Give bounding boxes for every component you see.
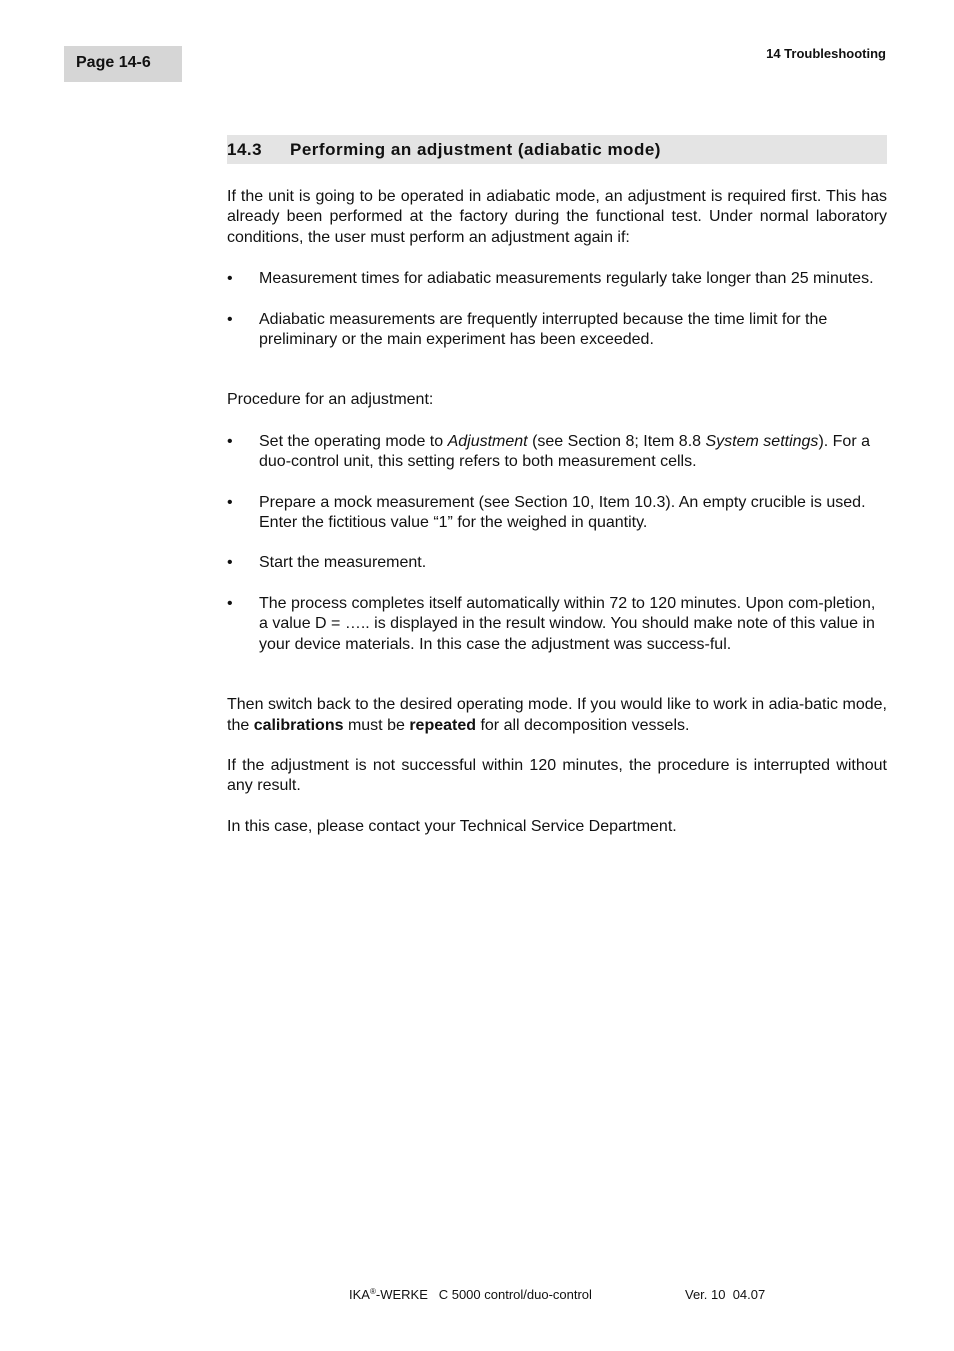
failure-paragraph: If the adjustment is not successful within 120 minutes, the procedure is interrupted without any result. (227, 756, 887, 795)
page-number-tab: Page 14-6 (64, 46, 182, 82)
section-title: Performing an adjustment (adiabatic mode) (290, 140, 661, 159)
bullet-icon: • (227, 554, 233, 572)
bullet-icon: • (227, 270, 233, 288)
footer-product: IKA®-WERKE C 5000 control/duo-control (349, 1287, 592, 1302)
step-item (227, 493, 887, 534)
bullet-icon: • (227, 310, 233, 328)
step-item (227, 432, 887, 473)
contact-paragraph: In this case, please contact your Technical Service Department. (227, 817, 677, 835)
switch-back-paragraph: Then switch back to the desired operating mode. If you would like to work in adia-batic mode, the calibrations must be repeated for all decomposition vessels. (227, 696, 887, 734)
procedure-steps (227, 432, 887, 655)
section-heading (227, 135, 887, 164)
step-text: Start the measurement. (259, 554, 427, 572)
procedure-heading: Procedure for an adjustment: (227, 391, 434, 409)
step-item (227, 594, 887, 655)
page-content (227, 135, 887, 837)
footer-version: Ver. 10 04.07 (685, 1287, 766, 1302)
list-item (227, 310, 887, 351)
bullet-icon: • (227, 432, 233, 450)
step-item (227, 553, 887, 573)
bullet-icon: • (227, 493, 233, 511)
conditions-list (227, 269, 887, 350)
section-number: 14.3 (227, 140, 263, 159)
list-item (227, 269, 887, 289)
step-text: The process completes itself automatically within 72 to 120 minutes. Upon com-pletion, a value D = ….. is displayed in the result window. You should make note of this value in your device materials. In this case the adjustment was success-ful. (259, 594, 876, 653)
bullet-icon: • (227, 594, 233, 612)
list-item-text: Measurement times for adiabatic measurements regularly take longer than 25 minutes. (259, 270, 874, 288)
step-text: Set the operating mode to Adjustment (see Section 8; Item 8.8 System settings). For a duo-control unit, this setting refers to both measurement cells. (259, 432, 870, 471)
list-item-text: Adiabatic measurements are frequently interrupted because the time limit for the preliminary or the main experiment has been exceeded. (259, 310, 828, 349)
step-text: Prepare a mock measurement (see Section 10, Item 10.3). An empty crucible is used. Enter the fictitious value “1” for the weighed in quantity. (259, 493, 866, 532)
intro-paragraph: If the unit is going to be operated in adiabatic mode, an adjustment is required first. This has already been performed at the factory during the functional test. Under normal laboratory conditions, the user must perform an adjustment again if: (227, 188, 887, 246)
chapter-title: 14 Troubleshooting (766, 46, 886, 61)
